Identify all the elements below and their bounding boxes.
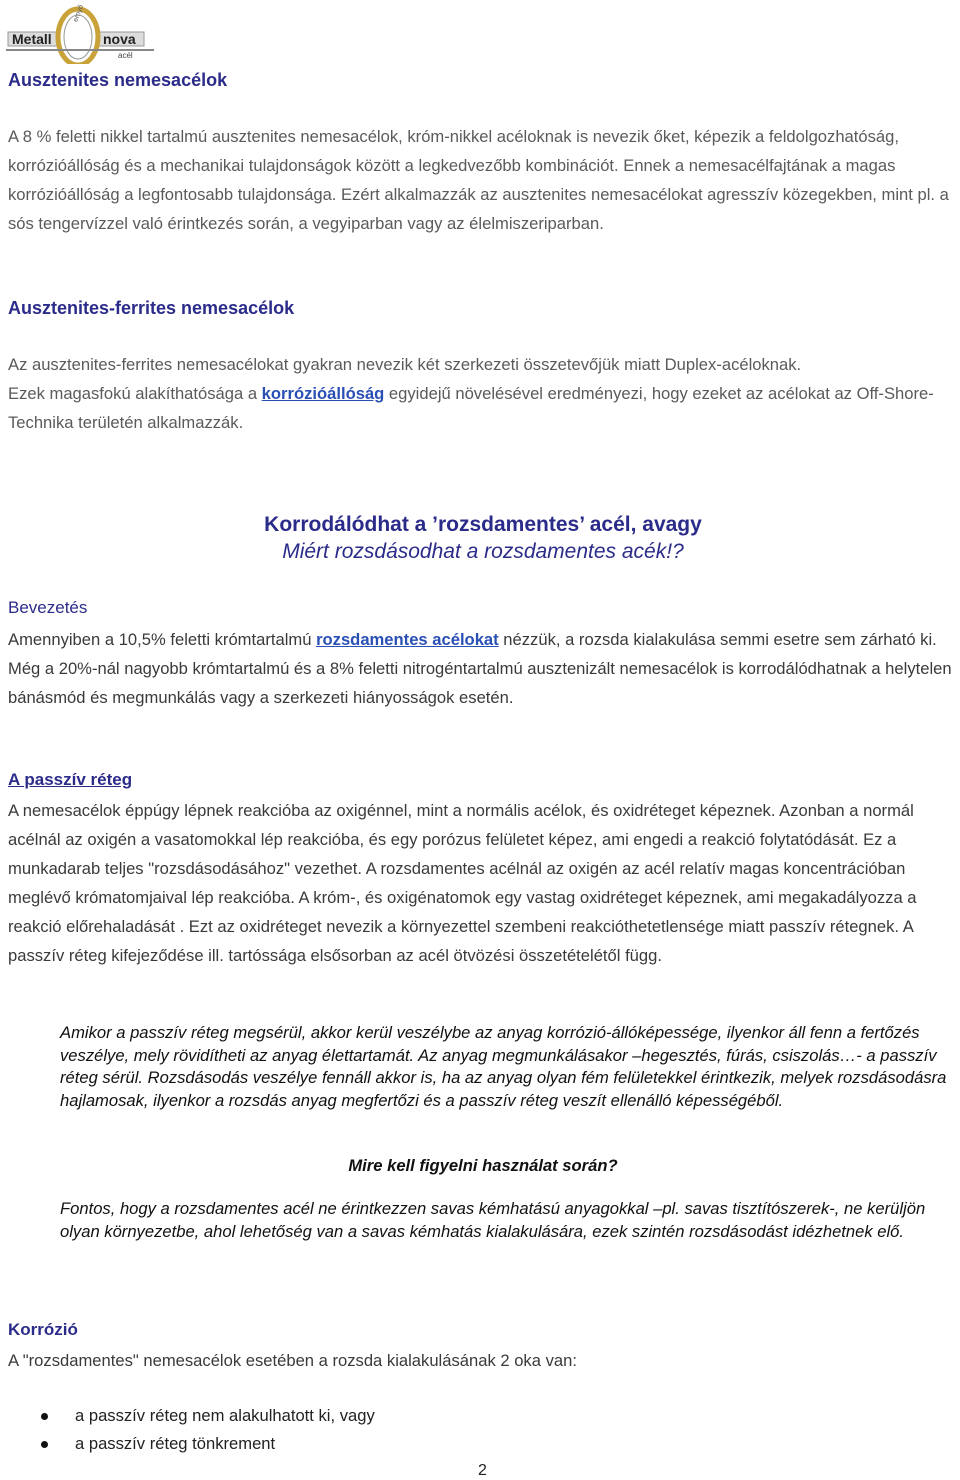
intro-text-b: nézzük, a rozsda kialakulása semmi esetre sem zárható ki. Még a 20%-nál nagyobb krómtartalmú és a 8% feletti nitrogéntartalmú ausztenizált nemesacélok is korrodálódhatnak a helytelen bánásmód és megmunkálás vagy a szerkezeti hiányosságok esetén. bbox=[8, 630, 952, 707]
bullet-dot bbox=[41, 1413, 48, 1420]
section-title-duplex: Ausztenites-ferrites nemesacélok bbox=[8, 298, 295, 318]
bullet-item-1: a passzív réteg nem alakulhatott ki, vagy bbox=[75, 1406, 375, 1425]
paragraph-ausztenites: A 8 % feletti nikkel tartalmú ausztenites nemesacélok, króm-nikkel acéloknak is nevezik őket, képezik a feldolgozhatóság, korrózióállóság és a mechanikai tulajdonságok között a legkedvezőbb kombinációt. Ennek a nemesacélfajtának a magas korrózióállóság a legfontosabb tulajdonsága. Ezért alkalmazzák az ausztenites nemesacélokat agresszív közegekben, mint pl. a sós tengervízzel való érintkezés során, a vegyiparban vagy az élelmiszeriparban. bbox=[8, 127, 949, 233]
logo-text-left: Metall bbox=[12, 31, 52, 47]
logo-text-right: nova bbox=[103, 31, 136, 47]
paragraph-corrosion: A "rozsdamentes" nemesacélok esetében a rozsda kialakulásának 2 oka van: bbox=[8, 1351, 577, 1370]
main-title: Korrodálódhat a ’rozsdamentes’ acél, avagy bbox=[264, 513, 702, 536]
duplex-text-a: Ezek magasfokú alakíthatósága a bbox=[8, 384, 262, 403]
italic-paragraph-2: Fontos, hogy a rozsdamentes acél ne érintkezzen savas kémhatású anyagokkal –pl. savas tisztítószerek-, ne kerüljön olyan környezetbe, ahol lehetőség van a savas kémhatás kialakulására, ezek szintén rozsdásodást idézhetnek elő. bbox=[60, 1199, 926, 1241]
section-title-intro: Bevezetés bbox=[8, 598, 88, 617]
paragraph-duplex-1: Az ausztenites-ferrites nemesacélokat gyakran nevezik két szerkezeti összetevőjük miatt Duplex-acéloknak. bbox=[8, 355, 802, 374]
duplex-text-b: egyidejű növelésével eredményezi, hogy ezeket az acélokat az Off-Shore-Technika területén alkalmazzák. bbox=[8, 384, 934, 432]
bullet-dot bbox=[41, 1441, 48, 1448]
paragraph-passive: A nemesacélok éppúgy lépnek reakcióba az oxigénnel, mint a normális acélok, és oxidréteget képeznek. Azonban a normál acélnál az oxigén a vasatomokkal lép reakcióba, és egy porózus felületet képez, ami engedi a reakció folytatódását. Ez a munkadarab teljes "rozsdásodásához" vezethet. A rozsdamentes acélnál az oxigén az acél relatív magas koncentrációban meglévő krómatomjaival lép reakcióba. A króm-, és oxigénatomok egy vastag oxidréteget képeznek, ami megakadályozza a reakció előrehaladását . Ezt az oxidréteget nevezik a környezettel szembeni reakcióthetetlensége miatt passzív rétegnek. A passzív réteg kifejeződése ill. tartóssága elsősorban az acél ötvözési összetételétől függ. bbox=[8, 801, 917, 965]
bullet-list bbox=[0, 1400, 960, 1460]
page-number: 2 bbox=[478, 1462, 487, 1479]
main-subtitle: Miért rozsdásodhat a rozsdamentes acék!? bbox=[282, 540, 684, 563]
intro-text-a: Amennyiben a 10,5% feletti krómtartalmú bbox=[8, 630, 317, 649]
logo-ring-text: ernyő bbox=[72, 4, 86, 23]
bullet-item-2: a passzív réteg tönkrement bbox=[75, 1434, 276, 1453]
paragraph-duplex-2 bbox=[8, 379, 953, 437]
paragraph-intro bbox=[8, 625, 953, 712]
logo-text-sub: acél bbox=[118, 51, 133, 60]
section-title-corrosion: Korrózió bbox=[8, 1320, 78, 1339]
link-rozsdamentes-acelok[interactable]: rozsdamentes acélokat bbox=[316, 630, 499, 649]
italic-heading: Mire kell figyelni használat során? bbox=[348, 1156, 618, 1175]
company-logo bbox=[6, 4, 156, 64]
section-title-ausztenites: Ausztenites nemesacélok bbox=[8, 70, 228, 90]
link-korrozioallosag[interactable]: korrózióállóság bbox=[261, 384, 385, 403]
section-title-passive: A passzív réteg bbox=[8, 770, 133, 789]
italic-paragraph-1: Amikor a passzív réteg megsérül, akkor kerül veszélybe az anyag korrózió-állóképessége, ilyenkor áll fenn a fertőzés veszélye, mely rövidítheti az anyag élettartamát. Az anyag megmunkálásakor –hegesztés, fúrás, csiszolás…- a passzív réteg sérül. Rozsdásodás veszélye fennáll akkor is, ha az anyag olyan fém felületekkel érintkezik, melyek rozsdásodásra hajlamosak, ilyenkor a rozsdás anyag megfertőzi és a passzív réteg veszít ellenálló képességéből. bbox=[60, 1023, 947, 1110]
